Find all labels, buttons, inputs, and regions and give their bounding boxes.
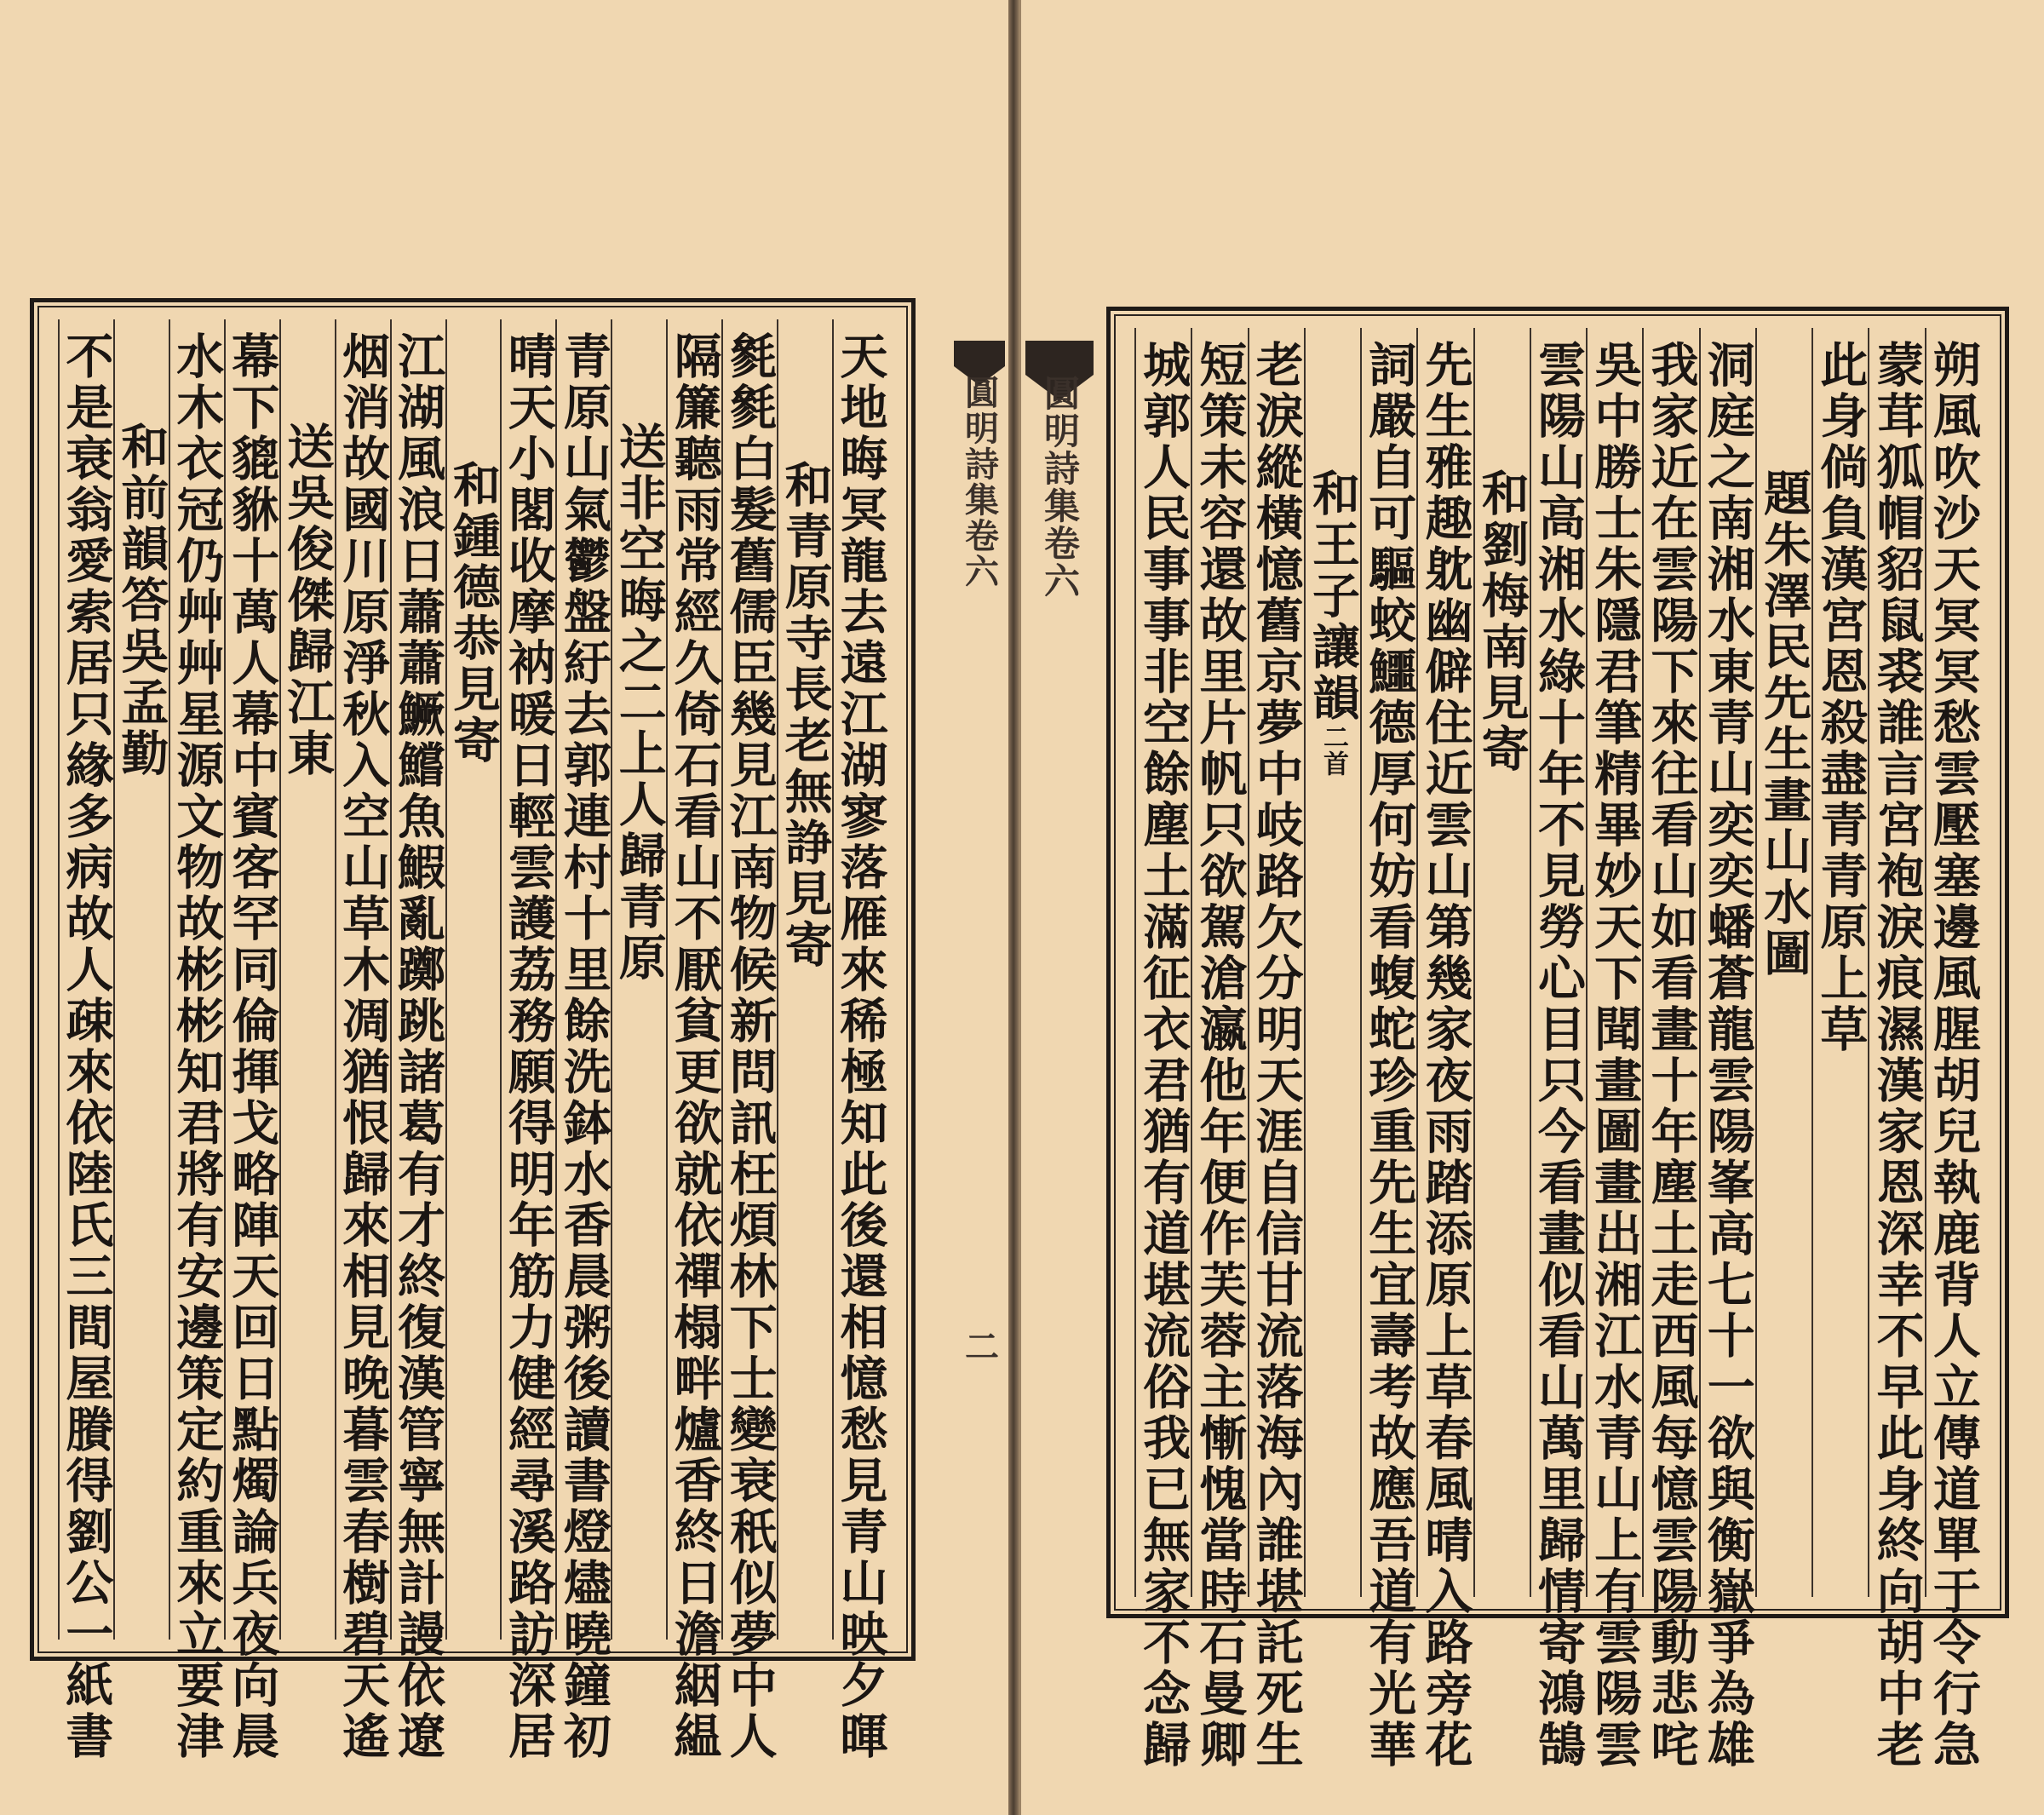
right-column-text: 吳中勝士朱隱君筆精畢妙天下聞畫圖畫出湘江水青山上有雲陽雲 [1587, 340, 1644, 1771]
left-column [335, 319, 392, 1762]
right-column-text: 蒙茸狐帽貂鼠裘誰言宮袍淚痕濕漢家恩深幸不早此身終向胡中老 [1869, 340, 1926, 1771]
left-column [832, 319, 889, 1762]
right-column [1191, 328, 1249, 1771]
right-column-text: 詞嚴自可驅蛟鱷德厚何妨看蝮蛇珍重先生宜壽考故應吾道有光華 [1361, 340, 1418, 1771]
left-column-text: 江湖風浪日蕭蕭鱖鱨魚鰕亂躑跳諸葛有才終復漢管寧無計謾依遼 [390, 331, 447, 1762]
left-spine-page-number: 二 [959, 1329, 1000, 1364]
left-column [169, 319, 226, 1762]
left-column-text: 幕下貔貅十萬人幕中賓客罕同倫揮戈略陣天回日點燭論兵夜向晨 [224, 331, 281, 1762]
right-column-text: 城郭人民事事非空餘塵土滿征衣君猶有道堪流俗我已無家不念歸 [1135, 340, 1192, 1771]
right-column [1642, 328, 1700, 1771]
right-column [1755, 328, 1811, 1597]
left-column [445, 319, 501, 1640]
left-column-text: 和青原寺長老無諍見寄 [777, 460, 834, 971]
right-column-text: 和劉梅南見寄 [1473, 468, 1530, 775]
left-column [279, 319, 335, 1640]
left-column [777, 319, 832, 1640]
right-column [1304, 328, 1360, 1597]
left-column-text: 不是衰翁愛索居只緣多病故人疎來依陸氏三間屋賸得劉公一紙書 [58, 331, 115, 1762]
right-column-text: 雲陽山高湘水綠十年不見勞心目只今看畫似看山萬里歸情寄鴻鵠 [1530, 340, 1587, 1771]
right-column [1416, 328, 1474, 1771]
left-column [611, 319, 666, 1640]
right-column [1134, 328, 1192, 1771]
right-column-text: 此身倘負漢宮恩殺盡青青原上草 [1812, 340, 1869, 1055]
left-column [113, 319, 169, 1640]
left-page-fold-margin [954, 324, 1005, 1601]
right-column [1473, 328, 1530, 1597]
left-column [721, 319, 778, 1762]
right-column-text: 我家近在雲陽下來往看山如看畫十年塵土走西風每憶雲陽動悲咤 [1643, 340, 1700, 1771]
right-column [1925, 328, 1982, 1771]
left-column [500, 319, 557, 1762]
left-spine-title: 圓明詩集卷六 [959, 375, 1000, 589]
left-column-text: 隔簾聽雨常經久倚石看山不厭貧更欲就依禪榻畔爐香終日澹絪緼 [666, 331, 723, 1762]
right-text-frame [1106, 307, 2009, 1771]
right-column-text: 朔風吹沙天冥冥愁雲壓塞邊風腥胡兒執鹿背人立傳道單于令行急 [1925, 340, 1982, 1771]
right-column-text: 和王子讓韻二首 [1304, 468, 1361, 777]
right-page [1019, 0, 2044, 1815]
right-columns [1134, 328, 1982, 1771]
left-column-text: 水木衣冠仍艸艸星源文物故彬彬知君將有安邊策定約重來立要津 [169, 331, 226, 1762]
book-gutter [1008, 0, 1019, 1815]
left-column [390, 319, 447, 1762]
left-column [666, 319, 723, 1762]
right-column-note: 二首 [1318, 724, 1348, 777]
left-column-text: 和前韻答吳孟勤 [113, 422, 170, 779]
right-column [1868, 328, 1926, 1771]
right-column [1586, 328, 1644, 1771]
left-column-text: 和鍾德恭見寄 [445, 460, 502, 767]
right-column [1248, 328, 1305, 1771]
right-column [1360, 328, 1418, 1771]
left-column [58, 319, 115, 1762]
right-column-text: 老淚縱橫憶舊京夢中岐路欠分明天涯自信甘流落海內誰堪託死生 [1248, 340, 1305, 1771]
left-columns [58, 319, 889, 1762]
left-page [0, 0, 1011, 1815]
left-column-text: 青原山氣鬱盤紆去郭連村十里餘洗鉢水香晨粥後讀書燈燼曉鐘初 [555, 331, 612, 1762]
left-column [224, 319, 281, 1762]
left-column-text: 晴天小閣收摩衲暖日輕雲護荔務願得明年筋力健經尋溪路訪深居 [500, 331, 557, 1762]
right-column [1530, 328, 1587, 1771]
right-page-fold-margin [1025, 324, 1094, 1601]
right-column-text: 先生雅趣躭幽僻住近雲山第幾家夜雨踏添原上草春風晴入路旁花 [1417, 340, 1474, 1771]
right-column [1811, 328, 1868, 1597]
right-spine-title: 圓明詩集卷六 [1039, 375, 1081, 600]
right-column-text: 短策未容還故里片帆只欲駕滄瀛他年便作芙蓉主慚愧當時石曼卿 [1191, 340, 1249, 1771]
right-column-text: 洞庭之南湘水東青山奕奕蟠蒼龍雲陽峯高七十一欲與衡嶽爭為雄 [1699, 340, 1756, 1771]
left-column-text: 送非空晦之二上人歸青原 [611, 422, 668, 984]
left-column-text: 毿毿白髮舊儒臣幾見江南物候新問訊枉煩林下士變衰秖似夢中人 [721, 331, 778, 1762]
left-text-frame [30, 298, 916, 1762]
right-column-text: 題朱澤民先生畫山水圖 [1756, 468, 1813, 979]
left-column-text: 天地晦冥龍去遠江湖寥落雁來稀極知此後還相憶愁見青山映夕暉 [832, 331, 889, 1762]
left-column-text: 送吳俊傑歸江東 [279, 422, 336, 779]
left-column [555, 319, 612, 1762]
left-column-text: 烟消故國川原淨秋入空山草木凋猶恨歸來相見晚暮雲春樹碧天遙 [335, 331, 392, 1762]
right-column [1699, 328, 1756, 1771]
